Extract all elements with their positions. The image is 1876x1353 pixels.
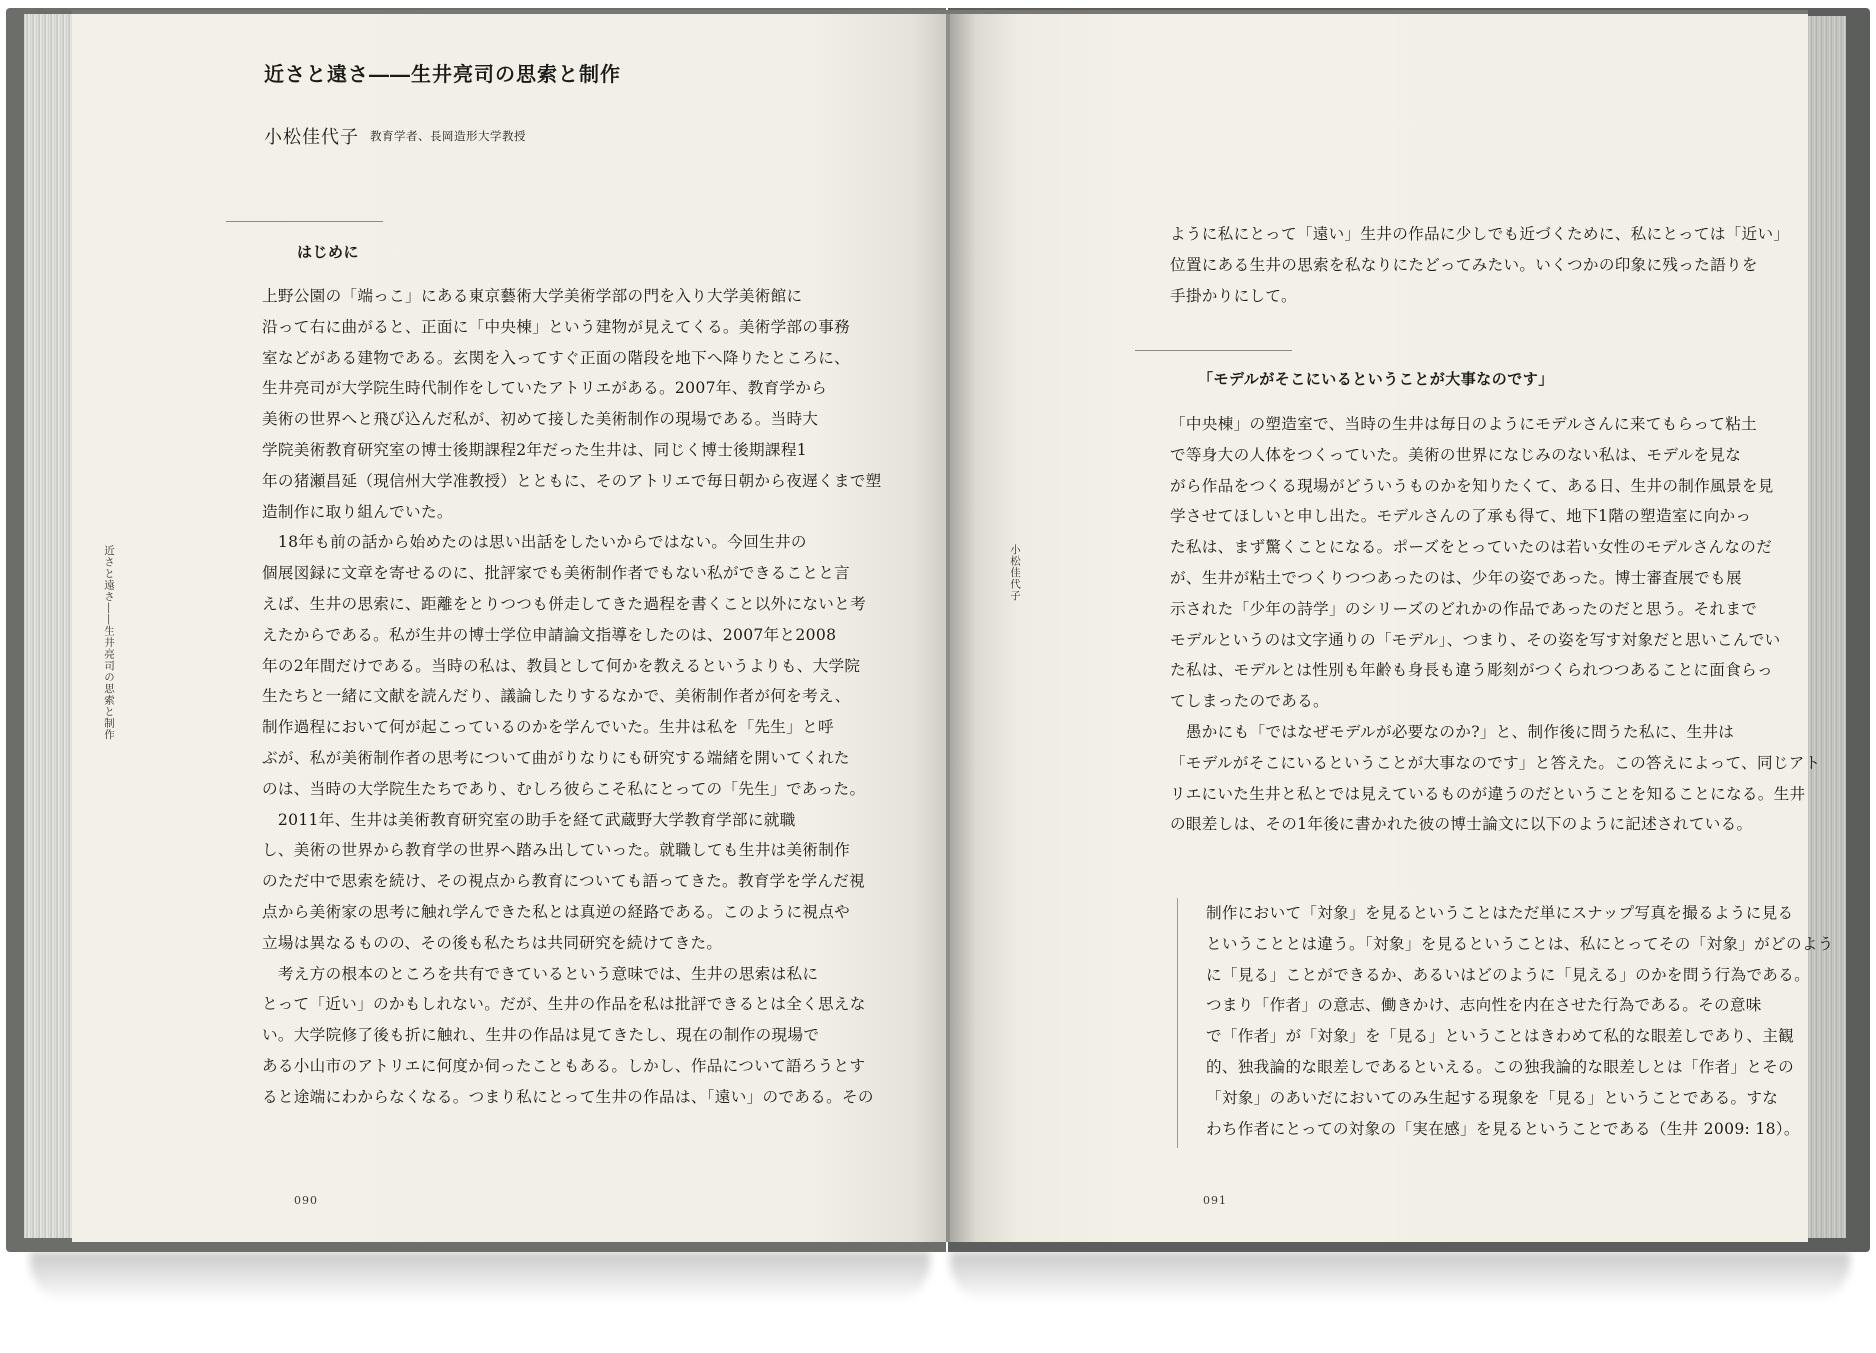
quote-line: に「見る」ことができるか、あるいはどのように「見える」のかを問う行為である。	[1206, 965, 1810, 984]
text-line: ように私にとって「遠い」生井の作品に少しでも近づくために、私にとっては「近い」	[1170, 225, 1790, 243]
text-line: 立場は異なるものの、その後も私たちは共同研究を続けてきた。	[262, 933, 723, 952]
text-line: い。大学院修了後も折に触れ、生井の作品は見てきたし、現在の制作の現場で	[262, 1026, 820, 1045]
text-line: のは、当時の大学院生たちであり、むしろ彼らこそ私にとっての「先生」であった。	[262, 779, 866, 798]
author-affiliation: 教育学者、長岡造形大学教授	[370, 129, 526, 143]
text-line: 「モデルがそこにいるということが大事なのです」と答えた。この答えによって、同じアト	[1170, 753, 1821, 772]
author-name: 小松佳代子	[264, 127, 359, 148]
text-line: 生たちと一緒に文献を読んだり、議論したりするなかで、美術制作者が何を考え、	[262, 687, 851, 706]
quote-line: で「作者」が「対象」を「見る」ということはきわめて私的な眼差しであり、主観	[1206, 1027, 1795, 1046]
quote-line: 「対象」のあいだにおいてのみ生起する現象を「見る」ということである。すな	[1206, 1088, 1779, 1107]
text-line: てしまったのである。	[1170, 692, 1329, 711]
text-line: 「中央棟」の塑造室で、当時の生井は毎日のようにモデルさんに来てもらって粘土	[1170, 415, 1757, 433]
text-line: 手掛かりにして。	[1170, 286, 1297, 305]
text-line: ぶが、私が美術制作者の思考について曲がりなりにも研究する端緒を開いてくれた	[262, 748, 850, 767]
quote-line: つまり「作者」の意志、働きかけ、志向性を内在させた行為である。その意味	[1206, 996, 1762, 1015]
text-line: 位置にある生井の思索を私なりにたどってみたい。いくつかの印象に残った語りを	[1170, 255, 1758, 274]
text-line: 愚かにも「ではなぜモデルが必要なのか?」と、制作後に問うた私に、生井は	[1170, 722, 1735, 741]
text-line: 造制作に取り組んでいた。	[262, 502, 453, 521]
text-line: で等身大の人体をつくっていた。美術の世界になじみのない私は、モデルを見な	[1170, 445, 1742, 464]
text-line: 考え方の根本のところを共有できているという意味では、生井の思索は私に	[262, 964, 819, 983]
text-line: 沿って右に曲がると、正面に「中央棟」という建物が見えてくる。美術学部の事務	[262, 317, 851, 336]
running-head-right: 小松佳代子	[1009, 544, 1021, 602]
text-line: 年の猪瀬昌延（現信州大学准教授）とともに、そのアトリエで毎日朝から夜遅くまで塑	[262, 471, 882, 490]
text-line: 生井亮司が大学院生時代制作をしていたアトリエがある。2007年、教育学から	[262, 379, 828, 398]
text-line: リエにいた生井と私とでは見えているものが違うのだということを知ることになる。生井	[1170, 784, 1806, 803]
text-line: 2011年、生井は美術教育研究室の助手を経て武蔵野大学教育学部に就職	[262, 810, 796, 829]
section-rule	[1135, 350, 1292, 351]
section-rule	[226, 221, 383, 222]
text-line: 制作過程において何が起こっているのかを学んでいた。生井は私を「先生」と呼	[262, 718, 834, 737]
text-line: モデルというのは文字通りの「モデル」、つまり、その姿を写す対象だと思いこんでい	[1170, 630, 1781, 649]
text-line: とって「近い」のかもしれない。だが、生井の作品を私は批評できるとは全く思えな	[262, 995, 866, 1014]
text-line: 上野公園の「端っこ」にある東京藝術大学美術学部の門を入り大学美術館に	[262, 287, 803, 305]
quote-line: ということとは違う。「対象」を見るということは、私にとってその「対象」がどのよう	[1206, 934, 1834, 953]
text-line: 示された「少年の詩学」のシリーズのどれかの作品であったのだと思う。それまで	[1170, 599, 1758, 618]
text-line: 個展図録に文章を寄せるのに、批評家でも美術制作者でもない私ができることと言	[262, 564, 851, 583]
text-line: の眼差しは、その1年後に書かれた彼の博士論文に以下のように記述されている。	[1170, 815, 1753, 834]
quote-line: 制作において「対象」を見るということはただ単にスナップ写真を撮るように見る	[1206, 904, 1794, 922]
text-line: が、生井が粘土でつくりつつあったのは、少年の姿であった。博士審査展でも展	[1170, 568, 1742, 587]
text-line: た私は、モデルとは性別も年齢も身長も違う彫刻がつくられつつあることに面食らっ	[1170, 661, 1773, 680]
blockquote-text	[1206, 898, 1834, 1144]
book-shadow-left	[30, 1252, 930, 1302]
text-line: 学院美術教育研究室の博士後期課程2年だった生井は、同じく博士後期課程1	[262, 440, 807, 459]
text-line: し、美術の世界から教育学の世界へ踏み出していった。就職しても生井は美術制作	[262, 841, 851, 860]
essay-title: 近さと遠さ――生井亮司の思索と制作	[264, 62, 621, 86]
quote-line: わち作者にとっての対象の「実在感」を見るということである（生井 2009: 18）。	[1206, 1119, 1800, 1138]
text-line: 年の2年間だけである。当時の私は、教員として何かを教えるというよりも、大学院	[262, 656, 861, 675]
blockquote-bar	[1177, 898, 1178, 1148]
text-line: えば、生井の思索に、距離をとりつつも併走してきた過程を書くこと以外にないと考	[262, 594, 866, 613]
section-heading-intro: はじめに	[297, 243, 360, 261]
section-heading-model: 「モデルがそこにいるということが大事なのです」	[1198, 370, 1554, 388]
left-body-text	[262, 281, 882, 1113]
page-number-right: 091	[1203, 1194, 1227, 1207]
text-line: がら作品をつくる現場がどういうものかを知りたくて、ある日、生井の制作風景を見	[1170, 476, 1774, 495]
text-line: 室などがある建物である。玄関を入ってすぐ正面の階段を地下へ降りたところに、	[262, 348, 851, 367]
text-line: ると途端にわからなくなる。つまり私にとって生井の作品は、「遠い」のである。その	[262, 1087, 874, 1106]
text-line: 美術の世界へと飛び込んだ私が、初めて接した美術制作の現場である。当時大	[262, 410, 819, 429]
text-line: 18年も前の話から始めたのは思い出話をしたいからではない。今回生井の	[262, 533, 807, 552]
text-line: た私は、まず驚くことになる。ポーズをとっていたのは若い女性のモデルさんなのだ	[1170, 538, 1773, 557]
book-shadow-right	[950, 1252, 1850, 1302]
page-edges-left	[24, 14, 74, 1238]
quote-line: 的、独我論的な眼差しであるといえる。この独我論的な眼差しとは「作者」とその	[1206, 1057, 1795, 1076]
text-line: のただ中で思索を続け、その視点から教育についても語ってきた。教育学を学んだ視	[262, 872, 866, 891]
page-number-left: 090	[294, 1194, 318, 1207]
text-line: えたからである。私が生井の博士学位申請論文指導をしたのは、2007年と2008	[262, 625, 837, 644]
text-line: ある小山市のアトリエに何度か伺ったこともある。しかし、作品について語ろうとす	[262, 1056, 866, 1075]
right-intro-text	[1170, 219, 1789, 311]
text-line: 学させてほしいと申し出た。モデルさんの了承も得て、地下1階の塑造室に向かっ	[1170, 507, 1752, 526]
right-body-text	[1170, 409, 1821, 840]
text-line: 点から美術家の思考に触れ学んできた私とは真逆の経路である。このように視点や	[262, 902, 851, 921]
running-head-left: 近さと遠さ――生井亮司の思索と制作	[103, 545, 115, 741]
